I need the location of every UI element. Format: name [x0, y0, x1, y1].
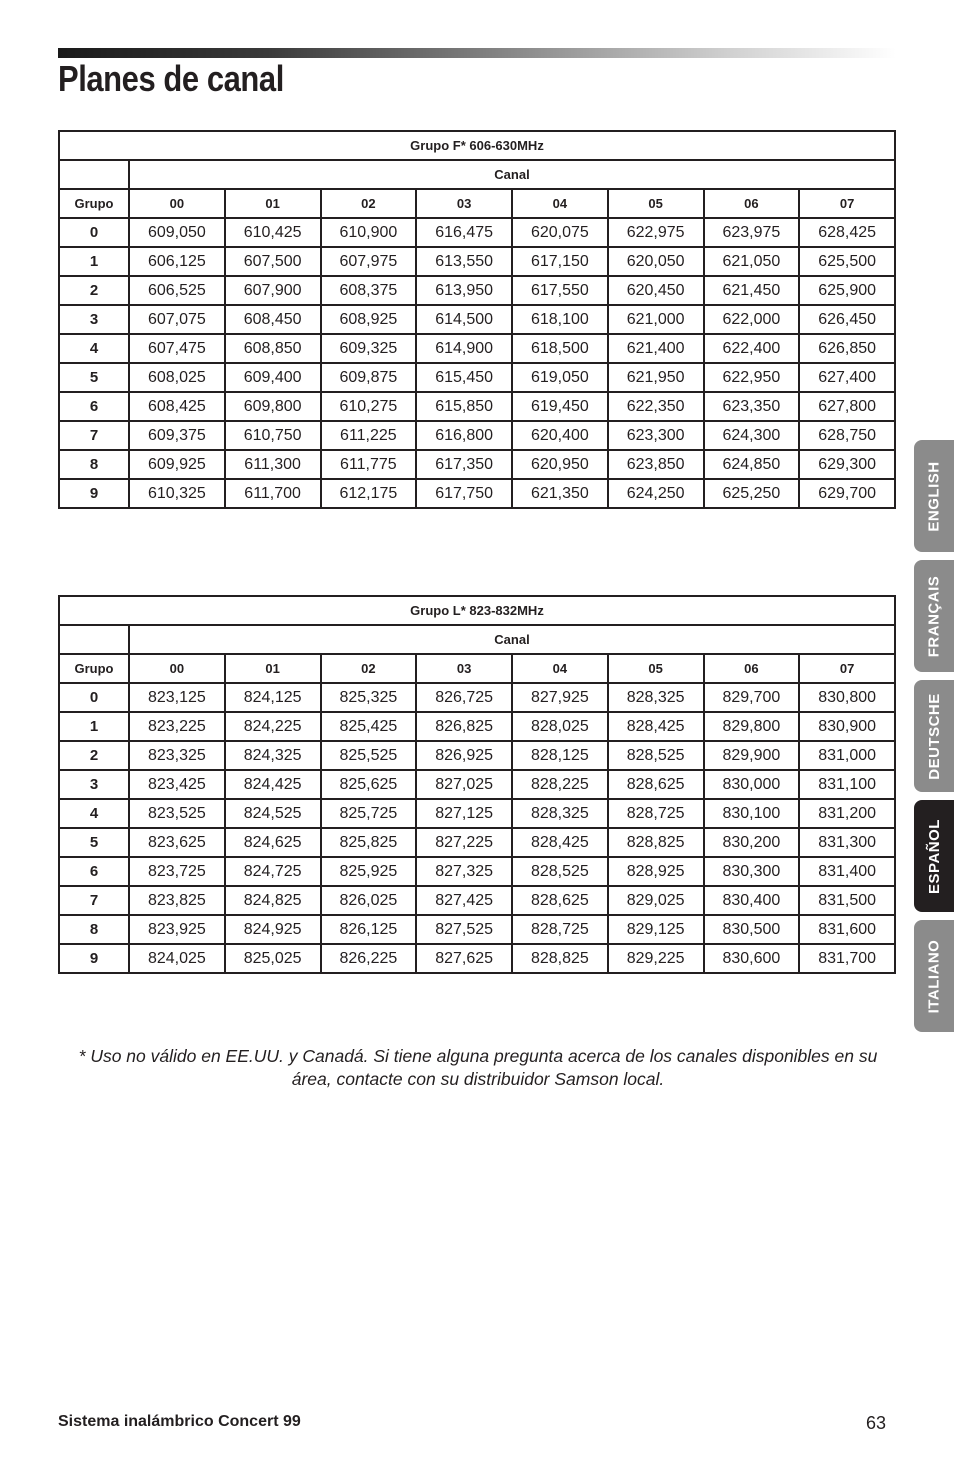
frequency-cell: 621,000: [608, 305, 704, 334]
frequency-cell: 827,125: [416, 799, 512, 828]
table-row: [59, 450, 895, 479]
channel-header: 05: [608, 654, 704, 683]
channel-header: 04: [512, 654, 608, 683]
frequency-cell: 621,950: [608, 363, 704, 392]
frequency-cell: 824,525: [225, 799, 321, 828]
frequency-cell: 829,225: [608, 944, 704, 973]
frequency-cell: 617,550: [512, 276, 608, 305]
canal-header: Canal: [129, 160, 895, 189]
frequency-cell: 830,900: [799, 712, 895, 741]
frequency-cell: 828,525: [512, 857, 608, 886]
frequency-cell: 612,175: [321, 479, 417, 508]
frequency-cell: 610,750: [225, 421, 321, 450]
frequency-cell: 823,725: [129, 857, 225, 886]
channel-header: 06: [704, 654, 800, 683]
frequency-cell: 824,925: [225, 915, 321, 944]
table-row: [59, 421, 895, 450]
channel-header: 04: [512, 189, 608, 218]
frequency-cell: 830,800: [799, 683, 895, 712]
frequency-cell: 824,325: [225, 741, 321, 770]
frequency-cell: 830,300: [704, 857, 800, 886]
frequency-cell: 829,800: [704, 712, 800, 741]
table-row: [59, 334, 895, 363]
frequency-cell: 828,625: [608, 770, 704, 799]
frequency-cell: 830,000: [704, 770, 800, 799]
grupo-cell: 5: [59, 828, 129, 857]
frequency-cell: 617,750: [416, 479, 512, 508]
frequency-cell: 614,500: [416, 305, 512, 334]
grupo-cell: 6: [59, 857, 129, 886]
frequency-cell: 823,425: [129, 770, 225, 799]
channel-header: 01: [225, 654, 321, 683]
grupo-cell: 8: [59, 450, 129, 479]
frequency-cell: 622,400: [704, 334, 800, 363]
frequency-cell: 830,200: [704, 828, 800, 857]
frequency-cell: 629,700: [799, 479, 895, 508]
grupo-cell: 2: [59, 741, 129, 770]
frequency-cell: 609,325: [321, 334, 417, 363]
frequency-cell: 628,425: [799, 218, 895, 247]
table-row: [59, 392, 895, 421]
frequency-cell: 828,425: [608, 712, 704, 741]
table-row: [59, 944, 895, 973]
frequency-cell: 828,825: [512, 944, 608, 973]
frequency-cell: 610,900: [321, 218, 417, 247]
frequency-cell: 609,400: [225, 363, 321, 392]
channel-header: 00: [129, 189, 225, 218]
frequency-cell: 608,925: [321, 305, 417, 334]
frequency-cell: 629,300: [799, 450, 895, 479]
grupo-header: Grupo: [59, 189, 129, 218]
frequency-cell: 623,350: [704, 392, 800, 421]
frequency-cell: 823,325: [129, 741, 225, 770]
frequency-cell: 606,125: [129, 247, 225, 276]
frequency-cell: 827,425: [416, 886, 512, 915]
frequency-cell: 825,025: [225, 944, 321, 973]
frequency-cell: 831,300: [799, 828, 895, 857]
table-row: [59, 247, 895, 276]
lang-tab-espanol[interactable]: [914, 800, 954, 912]
frequency-cell: 623,300: [608, 421, 704, 450]
frequency-cell: 823,925: [129, 915, 225, 944]
frequency-cell: 826,025: [321, 886, 417, 915]
frequency-cell: 609,875: [321, 363, 417, 392]
grupo-cell: 0: [59, 218, 129, 247]
frequency-cell: 828,225: [512, 770, 608, 799]
frequency-cell: 607,900: [225, 276, 321, 305]
grupo-header: Grupo: [59, 654, 129, 683]
frequency-cell: 628,750: [799, 421, 895, 450]
frequency-cell: 619,050: [512, 363, 608, 392]
frequency-cell: 620,450: [608, 276, 704, 305]
frequency-cell: 831,400: [799, 857, 895, 886]
frequency-cell: 617,350: [416, 450, 512, 479]
frequency-cell: 827,325: [416, 857, 512, 886]
frequency-cell: 624,300: [704, 421, 800, 450]
frequency-cell: 831,700: [799, 944, 895, 973]
frequency-cell: 611,775: [321, 450, 417, 479]
channel-header: 07: [799, 654, 895, 683]
frequency-cell: 623,850: [608, 450, 704, 479]
frequency-cell: 614,900: [416, 334, 512, 363]
frequency-cell: 621,350: [512, 479, 608, 508]
frequency-cell: 827,025: [416, 770, 512, 799]
frequency-cell: 828,725: [512, 915, 608, 944]
frequency-cell: 624,850: [704, 450, 800, 479]
frequency-cell: 622,350: [608, 392, 704, 421]
frequency-cell: 826,225: [321, 944, 417, 973]
frequency-cell: 830,100: [704, 799, 800, 828]
page-title: Planes de canal: [58, 58, 284, 99]
frequency-cell: 617,150: [512, 247, 608, 276]
frequency-cell: 610,425: [225, 218, 321, 247]
frequency-cell: 616,475: [416, 218, 512, 247]
frequency-cell: 825,425: [321, 712, 417, 741]
frequency-cell: 824,025: [129, 944, 225, 973]
frequency-cell: 608,850: [225, 334, 321, 363]
empty-header-cell: [59, 160, 129, 189]
grupo-cell: 2: [59, 276, 129, 305]
frequency-cell: 621,400: [608, 334, 704, 363]
footnote: * Uso no válido en EE.UU. y Canadá. Si tiene alguna pregunta acerca de los canales disponibles en su área, contacte con su distribuidor Samson local.: [78, 1046, 878, 1089]
frequency-cell: 828,925: [608, 857, 704, 886]
channel-table-group-l: [58, 595, 896, 974]
footer-product-name: Sistema inalámbrico Concert 99: [58, 1413, 301, 1430]
frequency-cell: 626,450: [799, 305, 895, 334]
frequency-cell: 827,225: [416, 828, 512, 857]
frequency-cell: 608,025: [129, 363, 225, 392]
frequency-cell: 625,500: [799, 247, 895, 276]
frequency-cell: 829,900: [704, 741, 800, 770]
frequency-cell: 624,250: [608, 479, 704, 508]
frequency-cell: 823,225: [129, 712, 225, 741]
table-row: [59, 828, 895, 857]
frequency-cell: 830,600: [704, 944, 800, 973]
frequency-cell: 627,800: [799, 392, 895, 421]
frequency-cell: 830,400: [704, 886, 800, 915]
frequency-cell: 609,800: [225, 392, 321, 421]
frequency-cell: 622,950: [704, 363, 800, 392]
channel-header: 02: [321, 189, 417, 218]
table-caption: Grupo L* 823-832MHz: [59, 596, 895, 625]
frequency-cell: 608,450: [225, 305, 321, 334]
frequency-cell: 824,825: [225, 886, 321, 915]
frequency-cell: 828,425: [512, 828, 608, 857]
table-row: [59, 218, 895, 247]
frequency-cell: 620,400: [512, 421, 608, 450]
channel-table-group-f: [58, 130, 896, 509]
frequency-cell: 828,325: [512, 799, 608, 828]
frequency-cell: 824,625: [225, 828, 321, 857]
header-gradient-bar: [58, 48, 896, 58]
table-row: [59, 305, 895, 334]
frequency-cell: 828,325: [608, 683, 704, 712]
grupo-cell: 0: [59, 683, 129, 712]
grupo-cell: 4: [59, 799, 129, 828]
frequency-cell: 824,725: [225, 857, 321, 886]
table-row: [59, 857, 895, 886]
frequency-cell: 825,325: [321, 683, 417, 712]
lang-tab-label: DEUTSCHE: [925, 692, 943, 780]
table-row: [59, 799, 895, 828]
grupo-cell: 6: [59, 392, 129, 421]
frequency-cell: 609,375: [129, 421, 225, 450]
table-row: [59, 741, 895, 770]
frequency-cell: 626,850: [799, 334, 895, 363]
frequency-cell: 609,925: [129, 450, 225, 479]
grupo-cell: 9: [59, 479, 129, 508]
table-row: [59, 770, 895, 799]
lang-tab-francais[interactable]: [914, 560, 954, 672]
lang-tab-label: FRANÇAIS: [925, 575, 943, 657]
frequency-cell: 615,850: [416, 392, 512, 421]
frequency-cell: 828,825: [608, 828, 704, 857]
grupo-cell: 7: [59, 886, 129, 915]
frequency-cell: 829,025: [608, 886, 704, 915]
frequency-cell: 613,550: [416, 247, 512, 276]
grupo-cell: 1: [59, 712, 129, 741]
frequency-cell: 627,400: [799, 363, 895, 392]
table-row: [59, 886, 895, 915]
grupo-cell: 5: [59, 363, 129, 392]
frequency-cell: 828,725: [608, 799, 704, 828]
lang-tab-english[interactable]: [914, 440, 954, 552]
lang-tab-label: ITALIANO: [925, 939, 943, 1013]
channel-header: 07: [799, 189, 895, 218]
frequency-cell: 825,925: [321, 857, 417, 886]
grupo-cell: 4: [59, 334, 129, 363]
grupo-cell: 7: [59, 421, 129, 450]
frequency-cell: 606,525: [129, 276, 225, 305]
frequency-cell: 831,100: [799, 770, 895, 799]
frequency-cell: 610,275: [321, 392, 417, 421]
frequency-cell: 823,125: [129, 683, 225, 712]
frequency-cell: 607,475: [129, 334, 225, 363]
frequency-cell: 824,225: [225, 712, 321, 741]
frequency-cell: 610,325: [129, 479, 225, 508]
channel-header: 01: [225, 189, 321, 218]
channel-header: 03: [416, 189, 512, 218]
frequency-cell: 615,450: [416, 363, 512, 392]
canal-header: Canal: [129, 625, 895, 654]
frequency-cell: 826,725: [416, 683, 512, 712]
grupo-cell: 9: [59, 944, 129, 973]
table-row: [59, 915, 895, 944]
channel-header: 00: [129, 654, 225, 683]
frequency-cell: 831,600: [799, 915, 895, 944]
frequency-cell: 831,200: [799, 799, 895, 828]
table-row: [59, 683, 895, 712]
frequency-cell: 607,075: [129, 305, 225, 334]
channel-header: 05: [608, 189, 704, 218]
frequency-cell: 623,975: [704, 218, 800, 247]
frequency-cell: 827,925: [512, 683, 608, 712]
frequency-cell: 620,950: [512, 450, 608, 479]
frequency-cell: 608,425: [129, 392, 225, 421]
frequency-cell: 616,800: [416, 421, 512, 450]
frequency-cell: 829,700: [704, 683, 800, 712]
frequency-cell: 825,525: [321, 741, 417, 770]
frequency-cell: 831,000: [799, 741, 895, 770]
frequency-cell: 622,000: [704, 305, 800, 334]
lang-tab-label: ESPAÑOL: [925, 818, 943, 894]
frequency-cell: 826,825: [416, 712, 512, 741]
lang-tab-deutsche[interactable]: [914, 680, 954, 792]
channel-header: 02: [321, 654, 417, 683]
frequency-cell: 824,425: [225, 770, 321, 799]
frequency-cell: 831,500: [799, 886, 895, 915]
frequency-cell: 824,125: [225, 683, 321, 712]
frequency-cell: 611,700: [225, 479, 321, 508]
frequency-cell: 619,450: [512, 392, 608, 421]
frequency-cell: 823,625: [129, 828, 225, 857]
frequency-cell: 827,525: [416, 915, 512, 944]
frequency-cell: 607,500: [225, 247, 321, 276]
frequency-cell: 823,525: [129, 799, 225, 828]
frequency-cell: 625,250: [704, 479, 800, 508]
frequency-cell: 823,825: [129, 886, 225, 915]
frequency-cell: 826,925: [416, 741, 512, 770]
frequency-cell: 611,300: [225, 450, 321, 479]
frequency-cell: 622,975: [608, 218, 704, 247]
grupo-cell: 3: [59, 305, 129, 334]
table-caption: Grupo F* 606-630MHz: [59, 131, 895, 160]
frequency-cell: 830,500: [704, 915, 800, 944]
frequency-cell: 613,950: [416, 276, 512, 305]
channel-header: 06: [704, 189, 800, 218]
frequency-cell: 620,075: [512, 218, 608, 247]
frequency-cell: 828,625: [512, 886, 608, 915]
frequency-cell: 827,625: [416, 944, 512, 973]
frequency-cell: 609,050: [129, 218, 225, 247]
grupo-cell: 3: [59, 770, 129, 799]
table-row: [59, 712, 895, 741]
frequency-cell: 825,625: [321, 770, 417, 799]
grupo-cell: 1: [59, 247, 129, 276]
frequency-cell: 828,525: [608, 741, 704, 770]
frequency-cell: 625,900: [799, 276, 895, 305]
lang-tab-label: ENGLISH: [925, 460, 943, 532]
frequency-cell: 611,225: [321, 421, 417, 450]
table-row: [59, 276, 895, 305]
frequency-cell: 825,825: [321, 828, 417, 857]
frequency-cell: 618,500: [512, 334, 608, 363]
table-row: [59, 363, 895, 392]
lang-tab-italiano[interactable]: [914, 920, 954, 1032]
frequency-cell: 608,375: [321, 276, 417, 305]
table-row: [59, 479, 895, 508]
frequency-cell: 621,450: [704, 276, 800, 305]
frequency-cell: 620,050: [608, 247, 704, 276]
frequency-cell: 825,725: [321, 799, 417, 828]
frequency-cell: 828,025: [512, 712, 608, 741]
frequency-cell: 621,050: [704, 247, 800, 276]
channel-header: 03: [416, 654, 512, 683]
grupo-cell: 8: [59, 915, 129, 944]
frequency-cell: 618,100: [512, 305, 608, 334]
empty-header-cell: [59, 625, 129, 654]
page-number: 63: [866, 1413, 887, 1433]
frequency-cell: 826,125: [321, 915, 417, 944]
frequency-cell: 828,125: [512, 741, 608, 770]
frequency-cell: 829,125: [608, 915, 704, 944]
frequency-cell: 607,975: [321, 247, 417, 276]
